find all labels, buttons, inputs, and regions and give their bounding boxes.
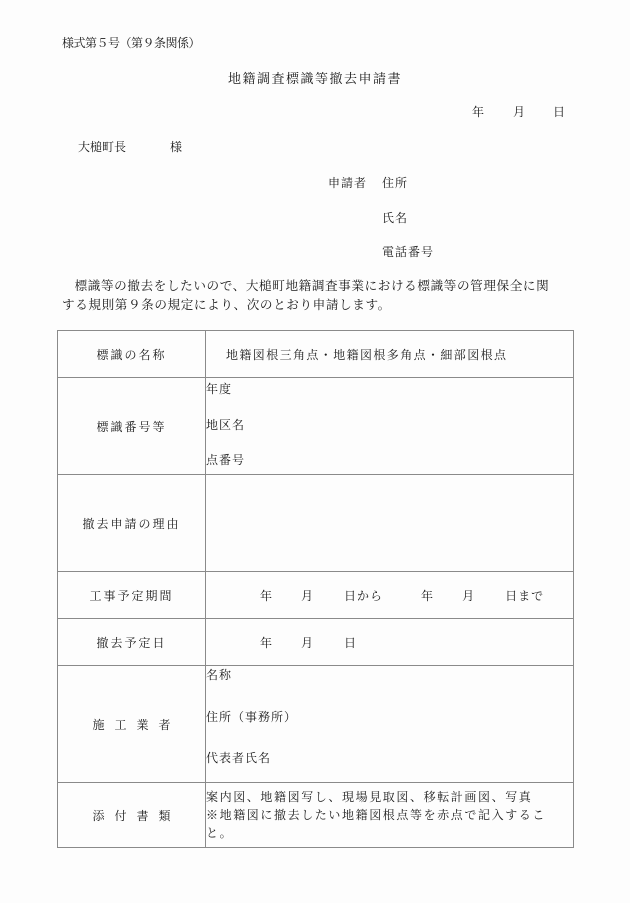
form-number: 様式第５号（第９条関係） <box>62 36 201 50</box>
table-row-marker-number <box>58 378 574 475</box>
period-to-month: 月 <box>462 588 476 603</box>
contractor-address-field[interactable]: 住所（事務所） <box>206 709 298 724</box>
recipient <box>78 138 182 155</box>
statement-line-2: する規則第９条の規定により、次のとおり申請します。 <box>62 297 391 312</box>
table-row-removal-reason <box>58 475 574 572</box>
table-row-removal-date <box>58 619 574 666</box>
date-month-label: 月 <box>513 105 526 119</box>
marker-name-label: 標識の名称 <box>58 331 206 378</box>
removal-date-day: 日 <box>344 635 358 650</box>
removal-reason-label: 撤去申請の理由 <box>58 475 206 572</box>
table-row-construction-period <box>58 572 574 619</box>
attachments-cell <box>206 783 574 848</box>
application-table <box>57 330 574 848</box>
construction-period-field[interactable] <box>206 572 574 619</box>
recipient-honorific: 様 <box>170 140 183 154</box>
marker-number-label: 標識番号等 <box>58 378 206 475</box>
recipient-name: 大槌町長 <box>78 140 127 154</box>
table-row-marker-name <box>58 331 574 378</box>
contractor-cell <box>206 666 574 783</box>
removal-date-field[interactable] <box>206 619 574 666</box>
district-name-field[interactable]: 地区名 <box>206 417 246 432</box>
removal-reason-field[interactable] <box>206 475 574 572</box>
removal-date-label: 撤去予定日 <box>58 619 206 666</box>
period-from-year: 年 <box>260 588 274 603</box>
removal-date-month: 月 <box>301 635 315 650</box>
table-row-contractor <box>58 666 574 783</box>
period-to-day: 日まで <box>505 588 545 603</box>
fiscal-year-field[interactable]: 年度 <box>206 382 233 396</box>
applicant-phone-field[interactable]: 電話番号 <box>382 245 435 259</box>
statement-line-1: 標識等の撤去をしたいので、大槌町地籍調査事業における標識等の管理保全に関 <box>74 278 550 293</box>
table-row-attachments <box>58 783 574 848</box>
date-year-label: 年 <box>472 105 485 119</box>
contractor-label: 施工業者 <box>58 666 206 783</box>
point-number-field[interactable]: 点番号 <box>206 453 246 467</box>
applicant-label: 申請者 <box>328 176 368 190</box>
applicant-name-field[interactable]: 氏名 <box>382 211 409 225</box>
document-title: 地籍調査標識等撤去申請書 <box>227 72 402 87</box>
period-to-year: 年 <box>421 588 435 603</box>
removal-date-year: 年 <box>260 635 274 650</box>
contractor-name-field[interactable]: 名称 <box>206 668 233 682</box>
period-from-day: 日から <box>344 588 384 603</box>
application-statement <box>62 276 572 314</box>
date-day-label: 日 <box>553 105 566 119</box>
attachments-list: 案内図、地籍図写し、現場見取図、移転計画図、写真 <box>206 790 533 804</box>
attachments-note: ※地籍図に撤去したい地籍図根点等を赤点で記入すること。 <box>206 808 547 840</box>
marker-name-value: 地籍図根三角点・地籍図根多角点・細部図根点 <box>206 331 574 378</box>
marker-number-cell <box>206 378 574 475</box>
applicant-address-field[interactable]: 住所 <box>382 176 409 190</box>
attachments-label: 添付書類 <box>58 783 206 848</box>
contractor-representative-field[interactable]: 代表者氏名 <box>206 751 272 765</box>
period-from-month: 月 <box>301 588 315 603</box>
construction-period-label: 工事予定期間 <box>58 572 206 619</box>
